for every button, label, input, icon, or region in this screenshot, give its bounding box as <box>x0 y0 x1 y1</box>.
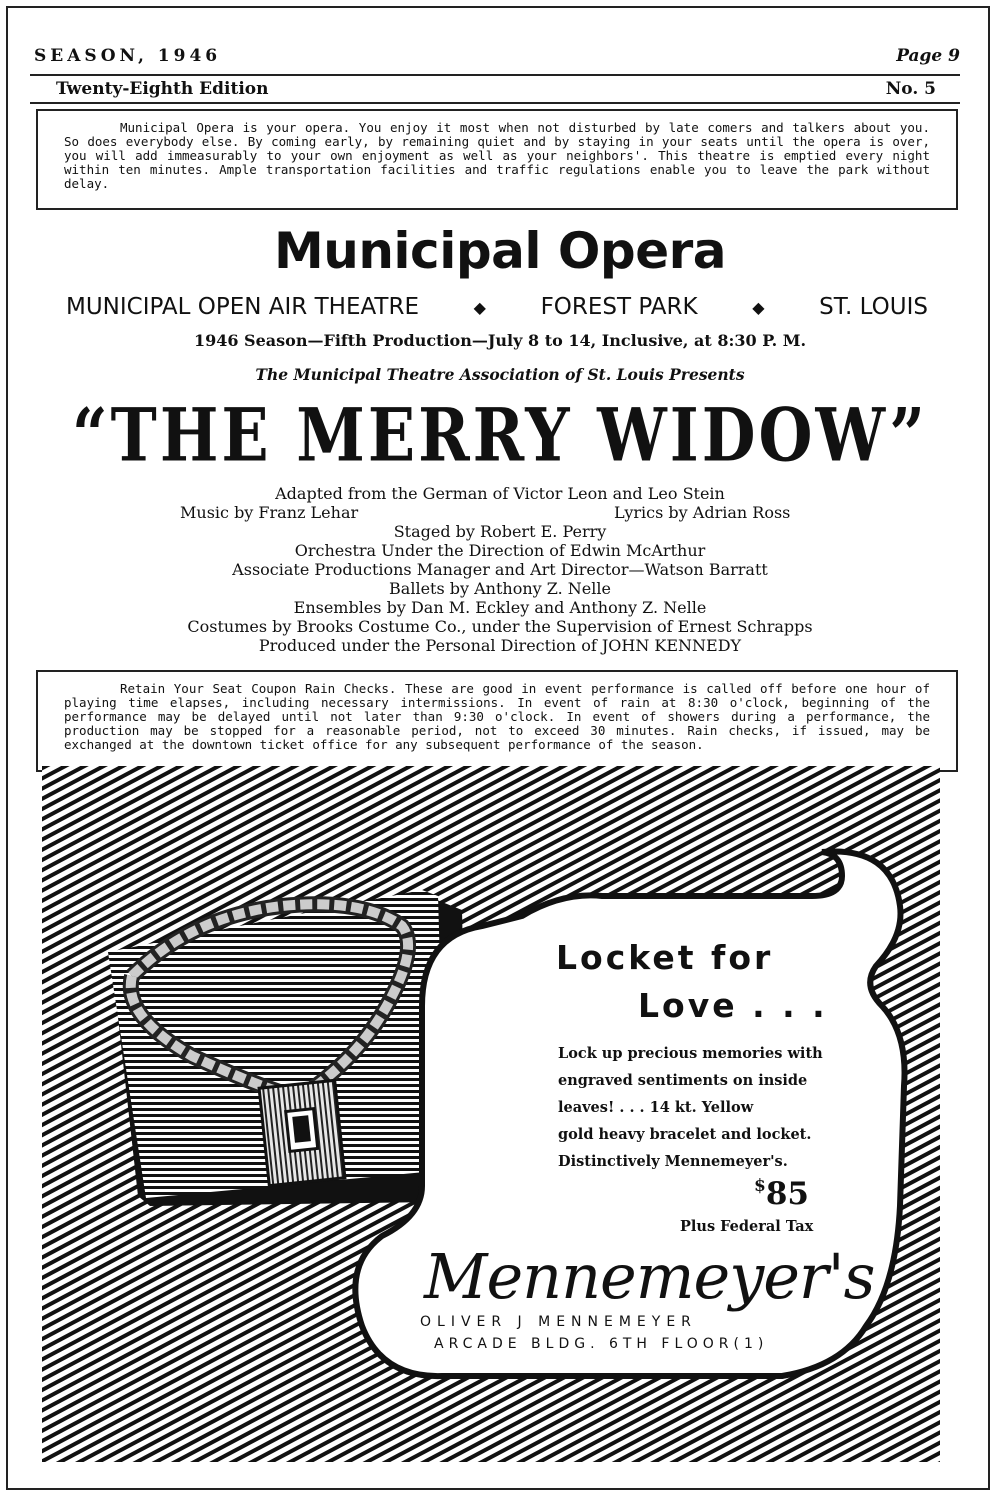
header-rule-top <box>30 74 960 76</box>
ad-headline-1: Locket for <box>556 938 774 977</box>
rain-check-notice-box <box>36 670 958 772</box>
ad-headline-2: Love . . . <box>638 986 828 1025</box>
edition-label: Twenty-Eighth Edition <box>56 79 269 99</box>
locket-advertisement <box>42 766 940 1462</box>
ad-body-line: leaves! . . . 14 kt. Yellow <box>558 1099 754 1116</box>
ad-body-line: Distinctively Mennemeyer's. <box>558 1153 788 1170</box>
season-line: 1946 Season—Fifth Production—July 8 to 14, Inclusive, at 8:30 P. M. <box>193 331 807 350</box>
presents-line: The Municipal Theatre Association of St. Louis Presents <box>255 365 745 384</box>
header-rule-bottom <box>30 102 960 104</box>
ad-tax-note: Plus Federal Tax <box>680 1218 814 1235</box>
diamond-separator-icon: ◆ <box>752 297 765 317</box>
credit-ballets: Ballets by Anthony Z. Nelle <box>389 579 611 598</box>
etiquette-notice-text: Municipal Opera is your opera. You enjoy it most when not disturbed by late comers and talkers about you. So does everybody else. By coming early, by remaining quiet and by staying in your seats until the opera is over, you will add immeasurably to your own enjoyment as well as your neighbors'. This theatre is emptied every night within ten minutes. Ample transportation facilities and traffic regulations enable you to leave the park without delay. <box>64 120 930 191</box>
page-number: Page 9 <box>896 46 960 66</box>
price-currency-symbol: $ <box>754 1176 766 1196</box>
issue-number: No. 5 <box>885 79 936 99</box>
ad-address: ARCADE BLDG. 6TH FLOOR(1) <box>434 1336 769 1352</box>
venue-theatre: MUNICIPAL OPEN AIR THEATRE <box>66 294 419 320</box>
credit-music: Music by Franz Lehar <box>180 503 359 522</box>
ad-body-line: engraved sentiments on inside <box>558 1072 808 1089</box>
ad-body-line: gold heavy bracelet and locket. <box>558 1126 812 1143</box>
credit-ensembles: Ensembles by Dan M. Eckley and Anthony Z. Nelle <box>293 598 707 617</box>
credit-orchestra: Orchestra Under the Direction of Edwin McArthur <box>294 541 706 560</box>
ad-owner-name: OLIVER J MENNEMEYER <box>420 1314 697 1330</box>
rain-check-notice-text: Retain Your Seat Coupon Rain Checks. These are good in event performance is called off before one hour of playing time elapses, including necessary intermissions. In event of rain at 8:30 o'clock, beginning of the performance may be delayed until not later than 9:30 o'clock. In event of showers during a performance, the production may be stopped for a reasonable period, not to exceed 30 minutes. Rain checks, if issued, may be exchanged at the downtown ticket office for any subsequent performance of the season. <box>64 681 930 752</box>
page-title: Municipal Opera <box>273 222 727 280</box>
season-label: SEASON, 1946 <box>34 46 222 66</box>
etiquette-notice-box <box>36 109 958 210</box>
ad-body-line: Lock up precious memories with <box>558 1045 823 1062</box>
venue-city: ST. LOUIS <box>819 294 928 320</box>
credit-staged: Staged by Robert E. Perry <box>393 522 607 541</box>
venue-row <box>66 294 928 320</box>
venue-park: FOREST PARK <box>540 294 698 320</box>
credit-produced: Produced under the Personal Direction of JOHN KENNEDY <box>258 636 742 655</box>
ad-price <box>754 1176 809 1212</box>
credit-adapted: Adapted from the German of Victor Leon and Leo Stein <box>275 484 725 503</box>
credit-lyrics: Lyrics by Adrian Ross <box>614 503 791 522</box>
credit-costumes: Costumes by Brooks Costume Co., under the Supervision of Ernest Schrapps <box>187 617 813 636</box>
diamond-separator-icon: ◆ <box>473 297 486 317</box>
ad-brand-name: Mennemeyer's <box>424 1240 875 1313</box>
price-amount: 85 <box>765 1176 809 1212</box>
locket-icon <box>259 1080 345 1185</box>
credit-associate: Associate Productions Manager and Art Director—Watson Barratt <box>232 560 768 579</box>
ad-body <box>558 1040 823 1175</box>
show-title: “THE MERRY WIDOW” <box>72 392 928 479</box>
